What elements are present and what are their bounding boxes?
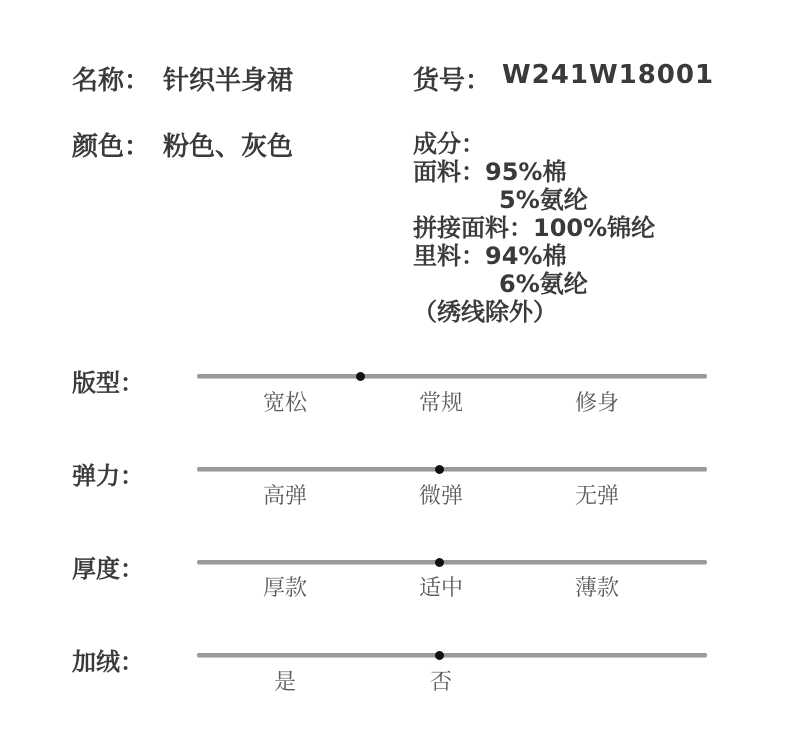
composition-line-fabric: 面料：95%棉 bbox=[413, 158, 567, 186]
scale-elasticity-option-high: 高弹 bbox=[262, 484, 308, 509]
composition-line-panel: 拼接面料：100%锦纶 bbox=[413, 214, 656, 242]
composition-line-lining: 里料：94%棉 bbox=[413, 242, 567, 270]
sku-value: W241W18001 bbox=[502, 60, 715, 90]
sku-label: 货号： bbox=[413, 66, 492, 96]
scale-fit-marker bbox=[356, 372, 365, 381]
color-value: 粉色、灰色 bbox=[163, 132, 294, 162]
color-label: 颜色： bbox=[72, 132, 151, 162]
scale-fleece-track bbox=[197, 653, 707, 657]
name-label: 名称： bbox=[72, 66, 151, 96]
scale-fit-option-loose: 宽松 bbox=[262, 391, 308, 416]
composition-title: 成分： bbox=[413, 130, 485, 158]
scale-elasticity-option-slight: 微弹 bbox=[418, 484, 464, 509]
scale-fit-track bbox=[197, 374, 707, 378]
scale-fleece-option-no: 否 bbox=[429, 670, 453, 695]
composition-note: （绣线除外） bbox=[413, 298, 557, 326]
scale-thickness-track bbox=[197, 560, 707, 564]
scale-thickness-option-medium: 适中 bbox=[418, 576, 464, 601]
scale-fit-option-slim: 修身 bbox=[574, 391, 620, 416]
scale-fleece-marker bbox=[435, 651, 444, 660]
scale-thickness-label: 厚度： bbox=[72, 555, 144, 583]
name-value: 针织半身裙 bbox=[163, 66, 294, 96]
scale-fit-label: 版型： bbox=[72, 369, 144, 397]
scale-thickness-option-thick: 厚款 bbox=[262, 576, 308, 601]
scale-fit-option-regular: 常规 bbox=[418, 391, 464, 416]
scale-fleece-option-yes: 是 bbox=[273, 670, 297, 695]
composition-line-lining-2: 6%氨纶 bbox=[499, 270, 588, 298]
scale-elasticity-label: 弹力： bbox=[72, 462, 144, 490]
scale-fleece-label: 加绒： bbox=[72, 648, 144, 676]
composition-line-fabric-2: 5%氨纶 bbox=[499, 186, 588, 214]
scale-elasticity-option-none: 无弹 bbox=[574, 484, 620, 509]
scale-elasticity-track bbox=[197, 467, 707, 471]
scale-thickness-option-thin: 薄款 bbox=[574, 576, 620, 601]
scale-elasticity-marker bbox=[435, 465, 444, 474]
scale-thickness-marker bbox=[435, 558, 444, 567]
